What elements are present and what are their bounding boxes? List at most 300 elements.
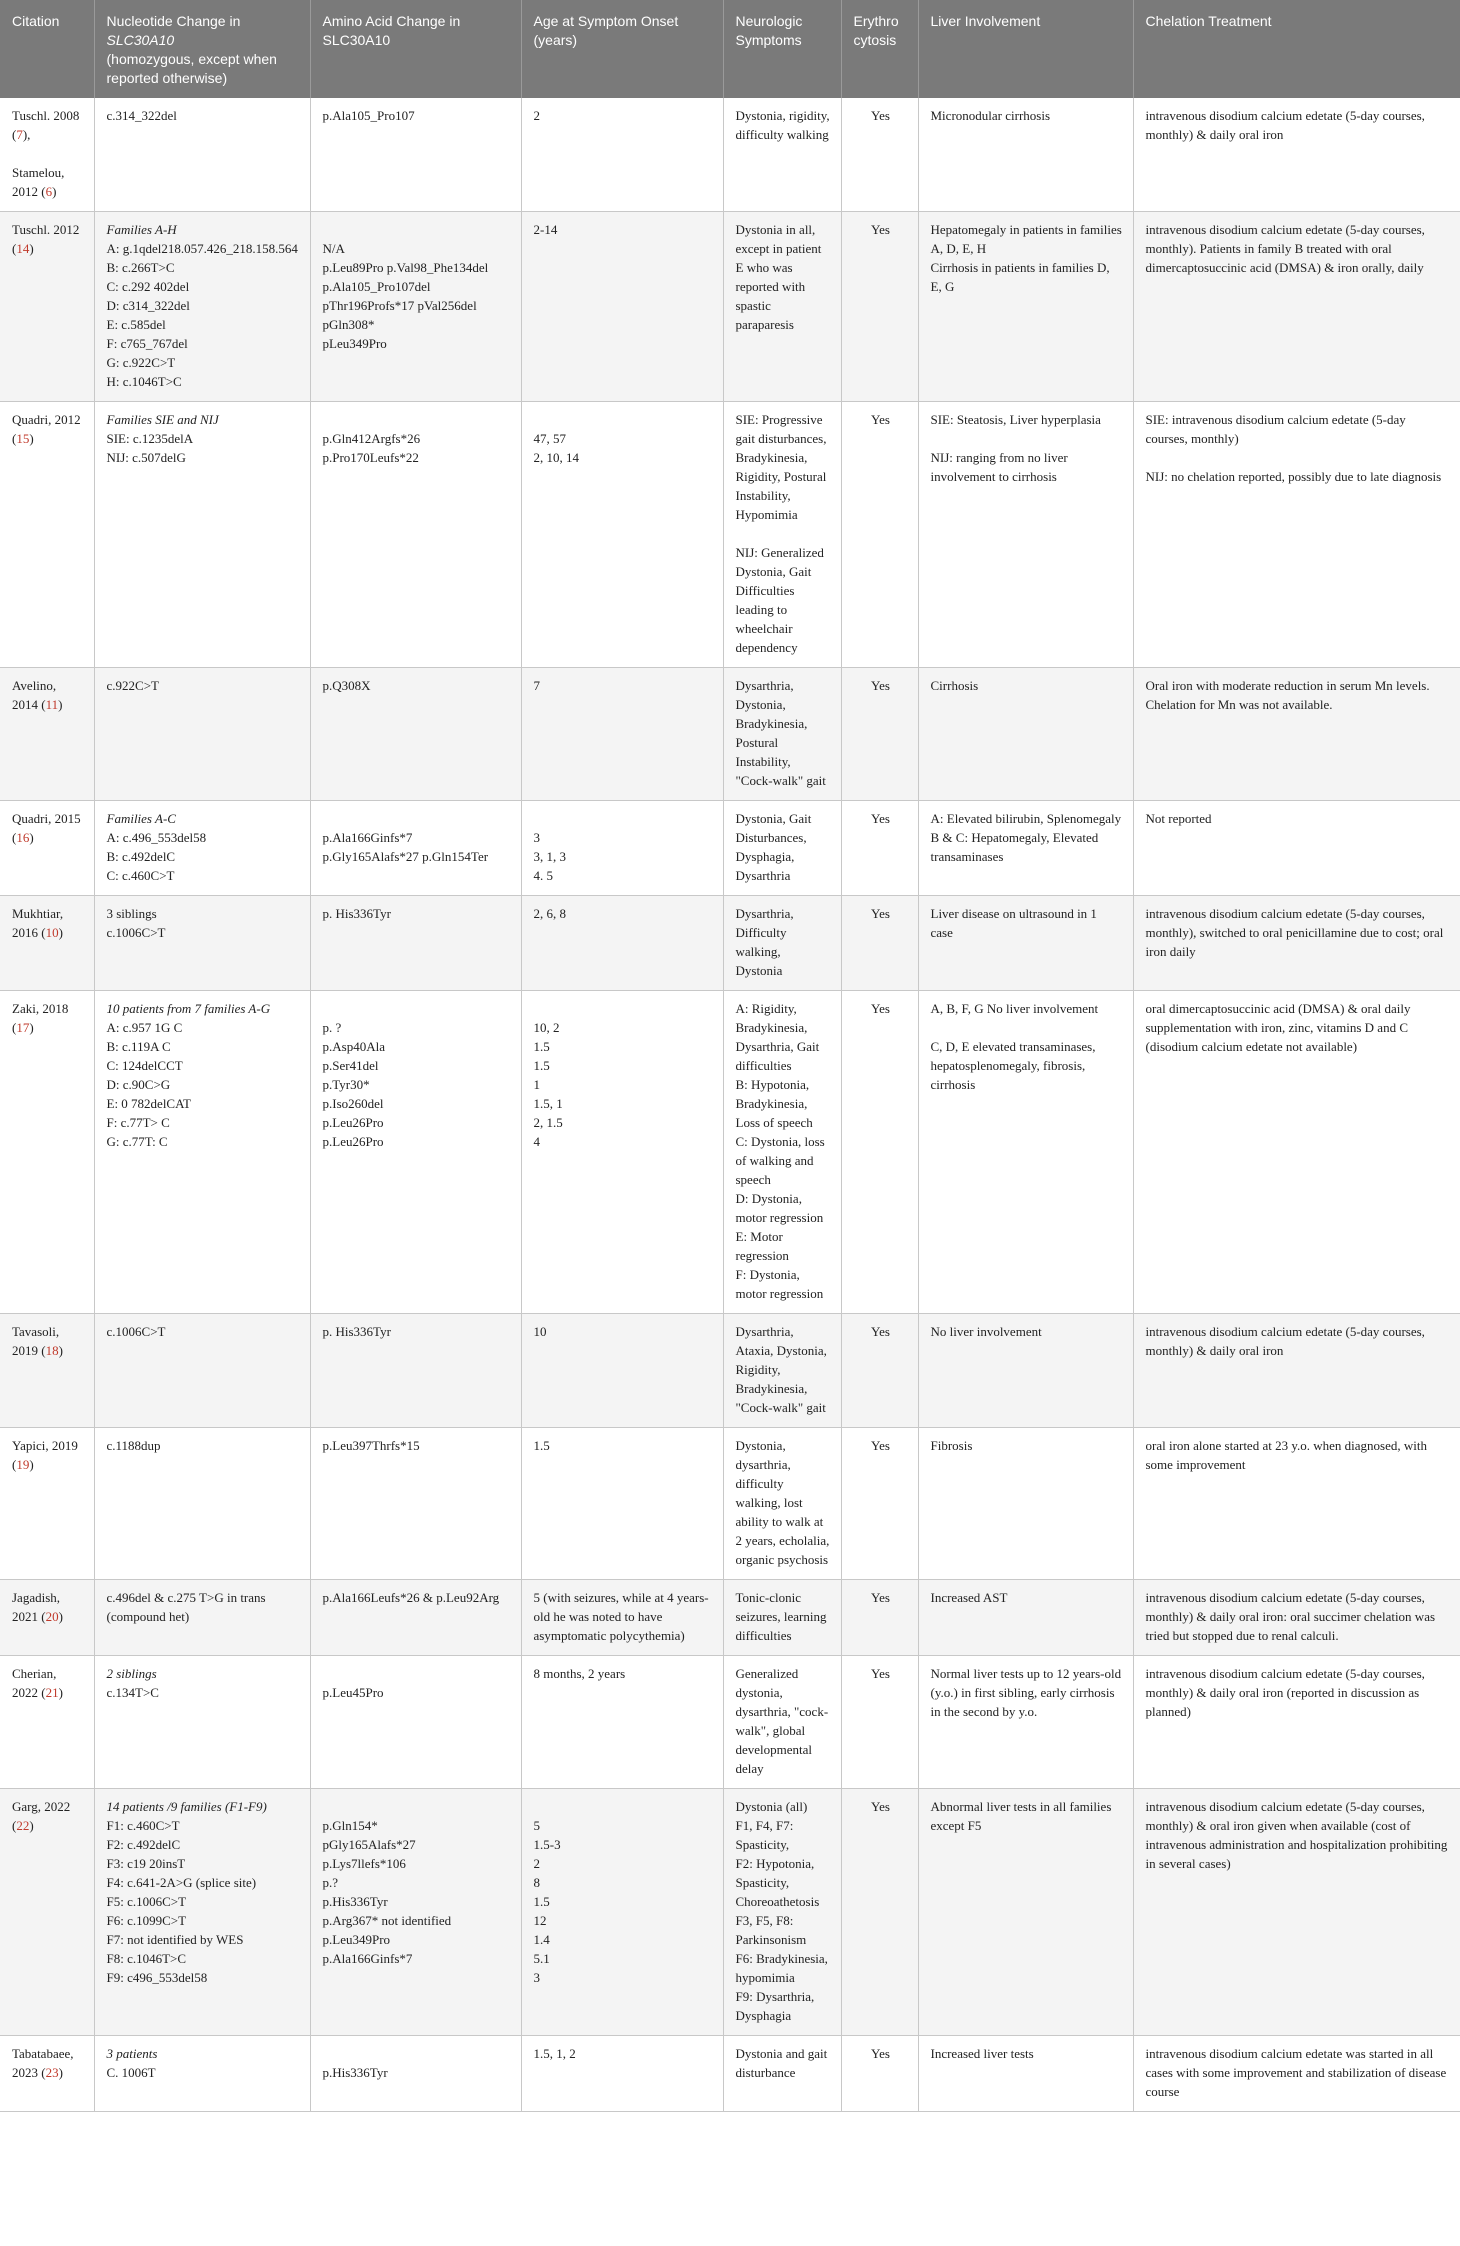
citation-ref-number: 21 (45, 1685, 59, 1700)
header-neuro: Neurologic Symptoms (723, 0, 841, 98)
neuro-line: F1, F4, F7: Spasticity, (735, 1818, 794, 1852)
citation-ref-number: 6 (45, 184, 53, 199)
liver-line: Abnormal liver tests in all families except F5 (930, 1799, 1112, 1833)
cell-chelation (1133, 1580, 1460, 1656)
table-row (0, 1789, 1460, 2036)
age-line: 5 (533, 1818, 540, 1833)
neuro-line: E: Motor regression (735, 1229, 789, 1263)
nucleotide-line: F2: c.492delC (106, 1837, 181, 1852)
cell-nucleotide (94, 1656, 310, 1789)
age-line: 12 (533, 1913, 547, 1928)
neuro-line: Dystonia in all, except in patient E who was reported with spastic paraparesis (735, 222, 822, 332)
cell-neuro (723, 212, 841, 402)
amino-line: pGly165Alafs*27 (322, 1837, 416, 1852)
amino-line: p.His336Tyr (322, 1894, 388, 1909)
cell-nucleotide (94, 1580, 310, 1656)
amino-line: pThr196Profs*17 pVal256del (322, 298, 477, 313)
neuro-line: F6: Bradykinesia, hypomimia (735, 1951, 828, 1985)
cell-citation (0, 98, 94, 212)
cell-liver (918, 1428, 1133, 1580)
nucleotide-line: NIJ: c.507delG (106, 450, 186, 465)
cell-nucleotide (94, 98, 310, 212)
header-nucleotide: Nucleotide Change in SLC30A10 (homozygous, except when reported otherwise) (94, 0, 310, 98)
amino-line: p.Leu26Pro (322, 1115, 384, 1130)
cell-citation (0, 2036, 94, 2112)
cell-liver (918, 991, 1133, 1314)
age-line: 1.5 (533, 1058, 550, 1073)
cell-amino (310, 98, 521, 212)
cell-nucleotide (94, 2036, 310, 2112)
age-line: 1 (533, 1077, 540, 1092)
neuro-line: Dystonia, rigidity, difficulty walking (735, 108, 830, 142)
nucleotide-heading: Families A-C (106, 811, 176, 826)
citation-text: Tuschl. 2008 (7), (12, 108, 80, 142)
neuro-line: F3, F5, F8: Parkinsonism (735, 1913, 807, 1947)
cell-liver (918, 402, 1133, 668)
cell-citation (0, 1656, 94, 1789)
nucleotide-line: SIE: c.1235delA (106, 431, 194, 446)
table-row (0, 801, 1460, 896)
age-line: 1.4 (533, 1932, 550, 1947)
citation-ref-number: 11 (45, 697, 59, 712)
age-line: 2-14 (533, 222, 558, 237)
cell-age (521, 1580, 723, 1656)
citation-ref-number: 14 (16, 241, 30, 256)
neuro-line: D: Dystonia, motor regression (735, 1191, 824, 1225)
citation-text: Jagadish, 2021 (20) (12, 1590, 63, 1624)
nucleotide-line: c.1188dup (106, 1438, 161, 1453)
age-line: 8 months, 2 years (533, 1666, 626, 1681)
citation-text: Tuschl. 2012 (14) (12, 222, 80, 256)
nucleotide-line: H: c.1046T>C (106, 374, 182, 389)
neuro-line: Dysarthria, Ataxia, Dystonia, Rigidity, Bradykinesia, "Cock-walk" gait (735, 1324, 827, 1415)
chelation-line: intravenous disodium calcium edetate (5-day courses, monthly) & daily oral iron (reported in discussion as planned) (1145, 1666, 1425, 1719)
cell-chelation (1133, 2036, 1460, 2112)
header-erythro: Erythro cytosis (841, 0, 918, 98)
neuro-line: Dysarthria, Difficulty walking, Dystonia (735, 906, 794, 978)
cell-nucleotide (94, 668, 310, 801)
cell-erythrocytosis: Yes (841, 801, 918, 896)
table-body (0, 98, 1460, 2112)
citation-ref-number: 20 (45, 1609, 59, 1624)
age-line: 3, 1, 3 (533, 849, 566, 864)
citation-text: Cherian, 2022 (21) (12, 1666, 63, 1700)
amino-line: p.Gln154* (322, 1818, 378, 1833)
cell-erythrocytosis: Yes (841, 2036, 918, 2112)
table-row (0, 402, 1460, 668)
cell-nucleotide (94, 1789, 310, 2036)
amino-line: p.Arg367* not identified (322, 1913, 452, 1928)
liver-line: Cirrhosis (930, 678, 979, 693)
cell-erythrocytosis: Yes (841, 1789, 918, 2036)
cell-citation (0, 991, 94, 1314)
amino-line: p.Lys7llefs*106 (322, 1856, 406, 1871)
liver-line: Liver disease on ultrasound in 1 case (930, 906, 1097, 940)
cell-amino (310, 1789, 521, 2036)
age-line: 10, 2 (533, 1020, 560, 1035)
cell-chelation (1133, 1789, 1460, 2036)
neuro-line: SIE: Progressive gait disturbances, Bradykinesia, Rigidity, Postural Instability, Hypomimia (735, 412, 827, 522)
chelation-line: intravenous disodium calcium edetate (5-day courses, monthly) & daily oral iron: oral succimer chelation was tried but stopped due to renal calculi. (1145, 1590, 1436, 1643)
cell-age (521, 98, 723, 212)
nucleotide-heading: 3 patients (106, 2046, 158, 2061)
nucleotide-line: c.496del & c.275 T>G in trans (compound het) (106, 1590, 266, 1624)
age-line: 10 (533, 1324, 547, 1339)
cell-chelation (1133, 668, 1460, 801)
citation-ref-number: 23 (45, 2065, 59, 2080)
cell-nucleotide (94, 896, 310, 991)
citation-ref-number: 16 (16, 830, 30, 845)
cell-age (521, 1789, 723, 2036)
cell-citation (0, 1428, 94, 1580)
cell-nucleotide (94, 212, 310, 402)
cell-erythrocytosis: Yes (841, 98, 918, 212)
nucleotide-line: F6: c.1099C>T (106, 1913, 187, 1928)
chelation-line: Oral iron with moderate reduction in serum Mn levels. Chelation for Mn was not available. (1145, 678, 1430, 712)
amino-line: p.Leu397Thrfs*15 (322, 1438, 420, 1453)
amino-line: p.His336Tyr (322, 2065, 388, 2080)
cell-neuro (723, 98, 841, 212)
age-line: 1.5 (533, 1438, 550, 1453)
cell-amino (310, 2036, 521, 2112)
cell-age (521, 1314, 723, 1428)
cell-age (521, 1656, 723, 1789)
header-chelation: Chelation Treatment (1133, 0, 1460, 98)
nucleotide-line: G: c.922C>T (106, 355, 176, 370)
cell-neuro (723, 2036, 841, 2112)
nucleotide-line: A: c.957 1G C (106, 1020, 183, 1035)
neuro-line: F9: Dysarthria, Dysphagia (735, 1989, 815, 2023)
nucleotide-line: A: g.1qdel218.057.426_218.158.564 (106, 241, 298, 256)
nucleotide-heading: 14 patients /9 families (F1-F9) (106, 1799, 267, 1814)
chelation-line: SIE: intravenous disodium calcium edetate (5-day courses, monthly) (1145, 412, 1406, 446)
age-line: 5.1 (533, 1951, 550, 1966)
nucleotide-line: F4: c.641-2A>G (splice site) (106, 1875, 257, 1890)
nucleotide-line: E: 0 782delCAT (106, 1096, 191, 1111)
nucleotide-line: c.922C>T (106, 678, 159, 693)
header-row (0, 0, 1460, 98)
cell-amino (310, 1580, 521, 1656)
table-row (0, 1656, 1460, 1789)
neuro-line: F2: Hypotonia, Spasticity, Choreoathetosis (735, 1856, 820, 1909)
liver-line: Fibrosis (930, 1438, 973, 1453)
liver-line: Hepatomegaly in patients in families A, D, E, H (930, 222, 1122, 256)
neuro-line: A: Rigidity, Bradykinesia, Dysarthria, Gait difficulties (735, 1001, 820, 1073)
age-line: 1.5, 1 (533, 1096, 563, 1111)
amino-line: p.Gln412Argfs*26 (322, 431, 421, 446)
table-row (0, 991, 1460, 1314)
table-row (0, 1580, 1460, 1656)
amino-line: p.Ser41del (322, 1058, 379, 1073)
citation-ref-number: 18 (45, 1343, 59, 1358)
amino-line: p.Leu26Pro (322, 1134, 384, 1149)
cell-chelation (1133, 991, 1460, 1314)
amino-line: p.Tyr30* (322, 1077, 370, 1092)
cell-erythrocytosis: Yes (841, 402, 918, 668)
cell-citation (0, 1789, 94, 2036)
cell-amino (310, 212, 521, 402)
cell-erythrocytosis: Yes (841, 991, 918, 1314)
cell-chelation (1133, 98, 1460, 212)
nucleotide-line: F: c765_767del (106, 336, 188, 351)
cell-amino (310, 402, 521, 668)
nucleotide-line: F1: c.460C>T (106, 1818, 180, 1833)
nucleotide-line: C: 124delCCT (106, 1058, 183, 1073)
liver-line: A, B, F, G No liver involvement (930, 1001, 1099, 1016)
amino-line: p.Leu45Pro (322, 1685, 384, 1700)
amino-line: p.Leu89Pro p.Val98_Phe134del (322, 260, 489, 275)
citation-text: Avelino, 2014 (11) (12, 678, 63, 712)
table-row (0, 1428, 1460, 1580)
cell-citation (0, 668, 94, 801)
cell-nucleotide (94, 402, 310, 668)
cell-liver (918, 212, 1133, 402)
cell-age (521, 991, 723, 1314)
age-line: 2, 10, 14 (533, 450, 579, 465)
cell-liver (918, 1789, 1133, 2036)
cell-neuro (723, 402, 841, 668)
cell-chelation (1133, 1428, 1460, 1580)
amino-line: p. His336Tyr (322, 1324, 391, 1339)
citation-ref-number: 17 (16, 1020, 30, 1035)
neuro-line: C: Dystonia, loss of walking and speech (735, 1134, 825, 1187)
nucleotide-line: D: c314_322del (106, 298, 190, 313)
amino-line: p.Ala166Leufs*26 & p.Leu92Arg (322, 1590, 500, 1605)
chelation-line: intravenous disodium calcium edetate (5-day courses, monthly) & daily oral iron (1145, 108, 1425, 142)
amino-line: pLeu349Pro (322, 336, 387, 351)
cell-age (521, 2036, 723, 2112)
nucleotide-line: A: c.496_553del58 (106, 830, 207, 845)
citation-text: Stamelou, 2012 (6) (12, 165, 65, 199)
liver-line: Increased liver tests (930, 2046, 1034, 2061)
age-line: 47, 57 (533, 431, 566, 446)
amino-line: p.Ala166Ginfs*7 (322, 830, 413, 845)
cell-neuro (723, 1314, 841, 1428)
liver-line: No liver involvement (930, 1324, 1042, 1339)
neuro-line: Generalized dystonia, dysarthria, "cock-walk", global developmental delay (735, 1666, 829, 1776)
cell-citation (0, 212, 94, 402)
citation-ref-number: 15 (16, 431, 30, 446)
age-line: 2, 1.5 (533, 1115, 563, 1130)
header-liver: Liver Involvement (918, 0, 1133, 98)
citation-text: Quadri, 2015 (16) (12, 811, 81, 845)
nucleotide-line: D: c.90C>G (106, 1077, 171, 1092)
age-line: 1.5 (533, 1039, 550, 1054)
nucleotide-line: 3 siblings (106, 906, 157, 921)
amino-line: p.Asp40Ala (322, 1039, 385, 1054)
amino-line: pGln308* (322, 317, 375, 332)
chelation-line: intravenous disodium calcium edetate (5-day courses, monthly) & daily oral iron (1145, 1324, 1425, 1358)
cell-neuro (723, 1580, 841, 1656)
nucleotide-line: c.1006C>T (106, 925, 166, 940)
chelation-line: oral iron alone started at 23 y.o. when diagnosed, with some improvement (1145, 1438, 1427, 1472)
neuro-line: Dystonia, Gait Disturbances, Dysphagia, Dysarthria (735, 811, 812, 883)
cell-amino (310, 896, 521, 991)
cell-liver (918, 668, 1133, 801)
table-row (0, 212, 1460, 402)
liver-line: Normal liver tests up to 12 years-old (y.o.) in first sibling, early cirrhosis in the second by y.o. (930, 1666, 1122, 1719)
age-line: 3 (533, 830, 540, 845)
nucleotide-heading: Families A-H (106, 222, 177, 237)
age-line: 5 (with seizures, while at 4 years-old he was noted to have asymptomatic polycythemia) (533, 1590, 709, 1643)
nucleotide-line: F8: c.1046T>C (106, 1951, 187, 1966)
nucleotide-line: C: c.460C>T (106, 868, 175, 883)
chelation-line: intravenous disodium calcium edetate (5-day courses, monthly). Patients in family B treated with oral dimercaptosuccinic acid (DMSA) & iron orally, daily (1145, 222, 1425, 275)
nucleotide-heading: Families SIE and NIJ (106, 412, 219, 427)
age-line: 2, 6, 8 (533, 906, 566, 921)
nucleotide-heading: 2 siblings (106, 1666, 157, 1681)
amino-line: p.Leu349Pro (322, 1932, 391, 1947)
chelation-line: oral dimercaptosuccinic acid (DMSA) & oral daily supplementation with iron, zinc, vitamins D and C (disodium calcium edetate not available) (1145, 1001, 1411, 1054)
cell-nucleotide (94, 1314, 310, 1428)
age-line: 2 (533, 1856, 540, 1871)
amino-line: p.? (322, 1875, 339, 1890)
nucleotide-line: G: c.77T: C (106, 1134, 168, 1149)
nucleotide-line: F5: c.1006C>T (106, 1894, 187, 1909)
nucleotide-line: F7: not identified by WES (106, 1932, 244, 1947)
nucleotide-line: C. 1006T (106, 2065, 156, 2080)
amino-line: p.Iso260del (322, 1096, 384, 1111)
cell-age (521, 212, 723, 402)
citation-text: Tavasoli, 2019 (18) (12, 1324, 63, 1358)
cell-amino (310, 1314, 521, 1428)
neuro-line: Dystonia (all) (735, 1799, 808, 1814)
cell-neuro (723, 896, 841, 991)
cell-age (521, 402, 723, 668)
citation-text: Tabatabaee, 2023 (23) (12, 2046, 74, 2080)
nucleotide-line: F: c.77T> C (106, 1115, 170, 1130)
nucleotide-line: C: c.292 402del (106, 279, 190, 294)
cell-nucleotide (94, 1428, 310, 1580)
cell-chelation (1133, 1314, 1460, 1428)
cell-neuro (723, 668, 841, 801)
neuro-line: Dysarthria, Dystonia, Bradykinesia, Postural Instability, "Cock-walk" gait (735, 678, 826, 788)
amino-line: N/A (322, 241, 345, 256)
cell-age (521, 1428, 723, 1580)
cell-nucleotide (94, 991, 310, 1314)
age-line: 1.5-3 (533, 1837, 561, 1852)
citation-ref-number: 19 (16, 1457, 30, 1472)
cell-citation (0, 1580, 94, 1656)
nucleotide-line: F9: c496_553del58 (106, 1970, 208, 1985)
cell-age (521, 668, 723, 801)
cell-amino (310, 801, 521, 896)
age-line: 1.5, 1, 2 (533, 2046, 576, 2061)
cell-citation (0, 896, 94, 991)
neuro-line: B: Hypotonia, Bradykinesia, Loss of speech (735, 1077, 813, 1130)
table-row (0, 1314, 1460, 1428)
cell-chelation (1133, 402, 1460, 668)
age-line: 2 (533, 108, 540, 123)
chelation-line: NIJ: no chelation reported, possibly due to late diagnosis (1145, 469, 1442, 484)
citation-text: Garg, 2022 (22) (12, 1799, 71, 1833)
header-age: Age at Symptom Onset (years) (521, 0, 723, 98)
cell-liver (918, 2036, 1133, 2112)
cell-chelation (1133, 212, 1460, 402)
age-line: 4 (533, 1134, 540, 1149)
liver-line: SIE: Steatosis, Liver hyperplasia (930, 412, 1101, 427)
liver-line: Increased AST (930, 1590, 1008, 1605)
nucleotide-line: B: c.492delC (106, 849, 176, 864)
cell-erythrocytosis: Yes (841, 1580, 918, 1656)
cell-age (521, 896, 723, 991)
amino-line: p.Gly165Alafs*27 p.Gln154Ter (322, 849, 489, 864)
cell-amino (310, 991, 521, 1314)
liver-line: B & C: Hepatomegaly, Elevated transaminases (930, 830, 1099, 864)
amino-line: p.Q308X (322, 678, 371, 693)
cell-amino (310, 668, 521, 801)
nucleotide-line: c.314_322del (106, 108, 177, 123)
neuro-line: Dystonia, dysarthria, difficulty walking, lost ability to walk at 2 years, echolalia, organic psychosis (735, 1438, 830, 1567)
cell-neuro (723, 1428, 841, 1580)
citation-text: Yapici, 2019 (19) (12, 1438, 78, 1472)
header-amino: Amino Acid Change in SLC30A10 (310, 0, 521, 98)
age-line: 1.5 (533, 1894, 550, 1909)
age-line: 7 (533, 678, 540, 693)
nucleotide-heading: 10 patients from 7 families A-G (106, 1001, 271, 1016)
cell-neuro (723, 1789, 841, 2036)
nucleotide-line: B: c.266T>C (106, 260, 175, 275)
liver-line: Micronodular cirrhosis (930, 108, 1051, 123)
age-line: 4. 5 (533, 868, 553, 883)
cell-chelation (1133, 896, 1460, 991)
citation-ref-number: 22 (16, 1818, 30, 1833)
citation-ref-number: 10 (45, 925, 59, 940)
amino-line: p. ? (322, 1020, 342, 1035)
neuro-line: Tonic-clonic seizures, learning difficulties (735, 1590, 827, 1643)
cell-chelation (1133, 801, 1460, 896)
liver-line: NIJ: ranging from no liver involvement to cirrhosis (930, 450, 1068, 484)
cell-neuro (723, 991, 841, 1314)
cell-erythrocytosis: Yes (841, 668, 918, 801)
amino-line: p.Ala166Ginfs*7 (322, 1951, 413, 1966)
amino-line: p.Ala105_Pro107 (322, 108, 415, 123)
cell-amino (310, 1428, 521, 1580)
cell-neuro (723, 801, 841, 896)
cell-erythrocytosis: Yes (841, 1656, 918, 1789)
chelation-line: Not reported (1145, 811, 1212, 826)
nucleotide-line: B: c.119A C (106, 1039, 171, 1054)
cell-erythrocytosis: Yes (841, 212, 918, 402)
liver-line: Cirrhosis in patients in families D, E, G (930, 260, 1110, 294)
cell-citation (0, 801, 94, 896)
citation-text: Zaki, 2018 (17) (12, 1001, 69, 1035)
chelation-line: intravenous disodium calcium edetate was started in all cases with some improvement and stabilization of disease course (1145, 2046, 1447, 2099)
table-row (0, 98, 1460, 212)
age-line: 8 (533, 1875, 540, 1890)
table-row (0, 668, 1460, 801)
citation-text: Mukhtiar, 2016 (10) (12, 906, 64, 940)
citation-ref-number: 7 (16, 127, 23, 142)
neuro-line: F: Dystonia, motor regression (735, 1267, 824, 1301)
cell-nucleotide (94, 801, 310, 896)
cell-liver (918, 1656, 1133, 1789)
cell-age (521, 801, 723, 896)
header-citation: Citation (0, 0, 94, 98)
cell-amino (310, 1656, 521, 1789)
neuro-line: Dystonia and gait disturbance (735, 2046, 828, 2080)
cell-citation (0, 1314, 94, 1428)
cell-liver (918, 1314, 1133, 1428)
neuro-line: NIJ: Generalized Dystonia, Gait Difficulties leading to wheelchair dependency (735, 545, 824, 655)
cell-citation (0, 402, 94, 668)
amino-line: p. His336Tyr (322, 906, 391, 921)
amino-line: p.Ala105_Pro107del (322, 279, 431, 294)
chelation-line: intravenous disodium calcium edetate (5-day courses, monthly), switched to oral penicillamine due to cost; oral iron daily (1145, 906, 1444, 959)
cell-erythrocytosis: Yes (841, 1314, 918, 1428)
chelation-line: intravenous disodium calcium edetate (5-day courses, monthly) & oral iron given when available (cost of intravenous administration and hospitalization prohibiting in several cases) (1145, 1799, 1448, 1871)
cell-chelation (1133, 1656, 1460, 1789)
